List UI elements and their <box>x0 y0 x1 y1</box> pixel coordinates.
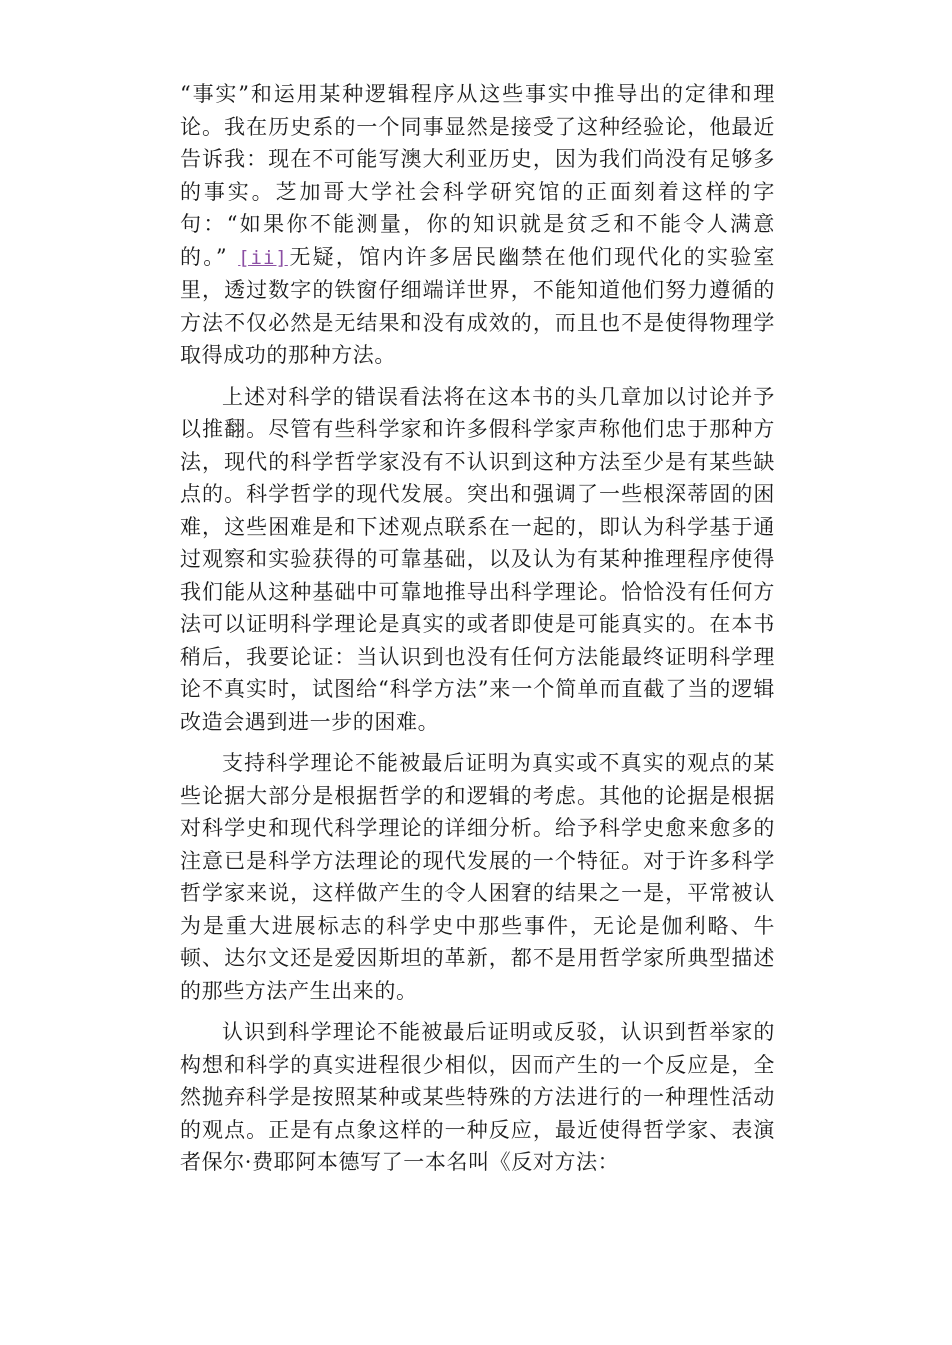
paragraph-1-text-start: “事实”和运用某种逻辑程序从这些事实中推导出的定律和理论。我在历史系的一个同事显然是接受了这种经验论，他最近告诉我：现在不可能写澳大利亚历史，因为我们尚没有足够多的事实。芝加哥大学社会科学研究馆的正面刻着这样的字句：“如果你不能测量，你的知识就是贫乏和不能令人满意的。” <box>180 82 775 269</box>
paragraph-1 <box>180 78 775 372</box>
paragraph-4: 认识到科学理论不能被最后证明或反驳，认识到哲举家的构想和科学的真实进程很少相似，因而产生的一个反应是，全然抛弃科学是按照某种或某些特殊的方法进行的一种理性活动的观点。正是有点象这样的一种反应，最近使得哲学家、表演者保尔·费耶阿本德写了一本名叫《反对方法： <box>180 1020 775 1174</box>
paragraph-3: 支持科学理论不能被最后证明为真实或不真实的观点的某些论据大部分是根据哲学的和逻辑的考虑。其他的论据是根据对科学史和现代科学理论的详细分析。给予科学史愈来愈多的注意已是科学方法理论的现代发展的一个特征。对于许多科学哲学家来说，这样做产生的令人困窘的结果之一是，平常被认为是重大进展标志的科学史中那些事件，无论是伽利略、牛顿、达尔文还是爱因斯坦的革新，都不是用哲学家所典型描述的那些方法产生出来的。 <box>180 751 775 1003</box>
body-text <box>180 78 775 1188</box>
footnote-link[interactable]: [ii] <box>238 246 288 269</box>
paragraph-2: 上述对科学的错误看法将在这本书的头几章加以讨论并予以推翻。尽管有些科学家和许多假科学家声称他们忠于那种方法，现代的科学哲学家没有不认识到这种方法至少是有某些缺点的。科学哲学的现代发展。突出和强调了一些根深蒂固的困难，这些困难是和下述观点联系在一起的，即认为科学基于通过观察和实验获得的可靠基础，以及认为有某种推理程序使得我们能从这种基础中可靠地推导出科学理论。恰恰没有任何方法可以证明科学理论是真实的或者即使是可能真实的。在本书稍后，我要论证：当认识到也没有任何方法能最终证明科学理论不真实时，试图给“科学方法”来一个简单而直截了当的逻辑改造会遇到进一步的困难。 <box>180 384 775 734</box>
paragraph-1-text-end: 无疑，馆内许多居民幽禁在他们现代化的实验室里，透过数字的铁窗仔细端详世界，不能知道他们努力遵循的方法不仅必然是无结果和没有成效的，而且也不是使得物理学取得成功的那种方法。 <box>180 244 775 367</box>
